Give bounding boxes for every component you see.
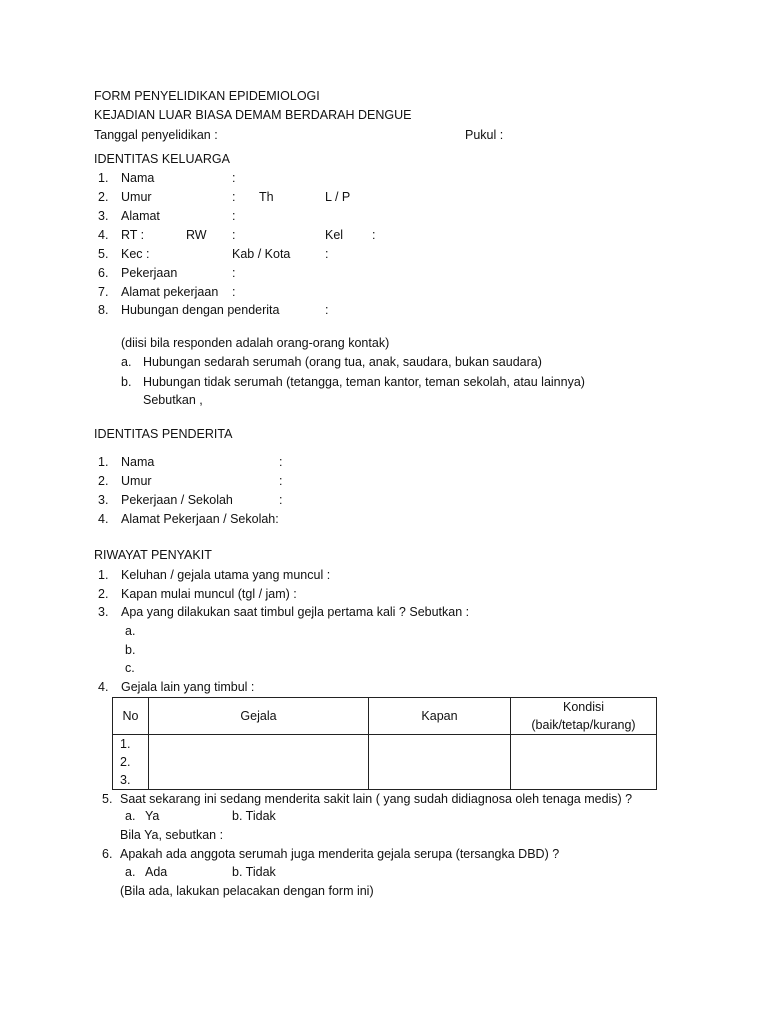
section-identitas-penderita: IDENTITAS PENDERITA (94, 427, 233, 441)
item-label: RT : (121, 228, 145, 242)
item-number: 4. (98, 680, 109, 694)
option-ya[interactable]: Ya (145, 809, 160, 823)
question-text: Kapan mulai muncul (tgl / jam) : (121, 587, 297, 601)
no-cell (113, 735, 149, 790)
item-colon: : (232, 190, 236, 204)
table-row (113, 735, 657, 790)
item-label: Alamat (121, 209, 160, 223)
row-number: 3. (120, 773, 131, 787)
item-colon: : (232, 228, 236, 242)
item-number: 4. (98, 228, 109, 242)
section-riwayat-penyakit: RIWAYAT PENYAKIT (94, 548, 212, 562)
item-label: Nama (121, 171, 155, 185)
item-colon: : (232, 266, 236, 280)
item-colon: : (279, 493, 283, 507)
option-letter: b. (121, 375, 132, 389)
col-header-kondisi (511, 698, 657, 735)
item-label: Kec : (121, 247, 150, 261)
item-number: 1. (98, 171, 109, 185)
rw-label: RW (186, 228, 207, 242)
item-number: 6. (102, 847, 113, 861)
q6-followup: (Bila ada, lakukan pelacakan dengan form ini) (120, 884, 374, 898)
kontak-note: (diisi bila responden adalah orang-orang kontak) (121, 336, 390, 350)
kondisi-cell[interactable] (511, 735, 657, 790)
col-header-gejala: Gejala (149, 698, 369, 735)
q3-sub-c: c. (125, 661, 135, 675)
item-number: 3. (98, 493, 109, 507)
question-text: Gejala lain yang timbul : (121, 680, 255, 694)
gejala-cell[interactable] (149, 735, 369, 790)
kel-label: Kel (325, 228, 344, 242)
item-number: 6. (98, 266, 109, 280)
item-number: 3. (98, 605, 109, 619)
item-number: 1. (98, 455, 109, 469)
item-colon: : (232, 171, 236, 185)
item-number: 5. (102, 792, 113, 806)
option-letter: a. (125, 809, 136, 823)
option-text: Hubungan sedarah serumah (orang tua, anak, saudara, bukan saudara) (143, 355, 542, 369)
section-identitas-keluarga: IDENTITAS KELUARGA (94, 152, 230, 166)
row-number: 1. (120, 737, 131, 751)
item-number: 5. (98, 247, 109, 261)
option-tidak[interactable]: b. Tidak (232, 809, 276, 823)
tanggal-label: Tanggal penyelidikan : (94, 128, 218, 142)
item-number: 3. (98, 209, 109, 223)
option-text: Hubungan tidak serumah (tetangga, teman kantor, teman sekolah, atau lainnya) (143, 375, 585, 389)
item-number: 4. (98, 512, 109, 526)
item-number: 2. (98, 587, 109, 601)
option-tidak[interactable]: b. Tidak (232, 865, 276, 879)
item-colon: : (279, 455, 283, 469)
item-label: Nama (121, 455, 155, 469)
question-text: Saat sekarang ini sedang menderita sakit lain ( yang sudah didiagnosa oleh tenaga medis) ? (120, 792, 633, 806)
item-label: Umur (121, 474, 152, 488)
pukul-label: Pukul : (465, 128, 504, 142)
umur-gender-label: L / P (325, 190, 351, 204)
kab-label: Kab / Kota (232, 247, 291, 261)
kapan-cell[interactable] (369, 735, 511, 790)
item-colon: : (232, 209, 236, 223)
kondisi-header-line1: Kondisi (563, 700, 604, 714)
item-colon: : (279, 474, 283, 488)
item-label: Hubungan dengan penderita (121, 303, 280, 317)
col-header-kapan: Kapan (369, 698, 511, 735)
item-label: Pekerjaan / Sekolah (121, 493, 233, 507)
question-text: Apa yang dilakukan saat timbul gejla pertama kali ? Sebutkan : (121, 605, 470, 619)
option-ada[interactable]: Ada (145, 865, 168, 879)
item-label: Pekerjaan (121, 266, 178, 280)
item-label: Alamat Pekerjaan / Sekolah: (121, 512, 279, 526)
kel-colon: : (372, 228, 376, 242)
item-colon: : (325, 303, 329, 317)
item-number: 2. (98, 190, 109, 204)
umur-th-label: Th (259, 190, 274, 204)
item-number: 7. (98, 285, 109, 299)
item-colon: : (232, 285, 236, 299)
question-text: Apakah ada anggota serumah juga menderita gejala serupa (tersangka DBD) ? (120, 847, 560, 861)
form-title: FORM PENYELIDIKAN EPIDEMIOLOGI (94, 89, 320, 103)
item-number: 2. (98, 474, 109, 488)
table-header-row (113, 698, 657, 735)
form-subtitle: KEJADIAN LUAR BIASA DEMAM BERDARAH DENGUE (94, 108, 412, 122)
row-number: 2. (120, 755, 131, 769)
question-text: Keluhan / gejala utama yang muncul : (121, 568, 331, 582)
option-letter: a. (121, 355, 132, 369)
item-label: Umur (121, 190, 152, 204)
col-header-no: No (113, 698, 149, 735)
kab-colon: : (325, 247, 329, 261)
item-number: 1. (98, 568, 109, 582)
kondisi-header-line2: (baik/tetap/kurang) (531, 718, 636, 732)
item-number: 8. (98, 303, 109, 317)
gejala-table (112, 697, 657, 790)
q3-sub-a: a. (125, 624, 136, 638)
q3-sub-b: b. (125, 643, 136, 657)
q5-followup: Bila Ya, sebutkan : (120, 828, 224, 842)
sebutkan-label: Sebutkan , (143, 393, 203, 407)
item-label: Alamat pekerjaan (121, 285, 219, 299)
option-letter: a. (125, 865, 136, 879)
